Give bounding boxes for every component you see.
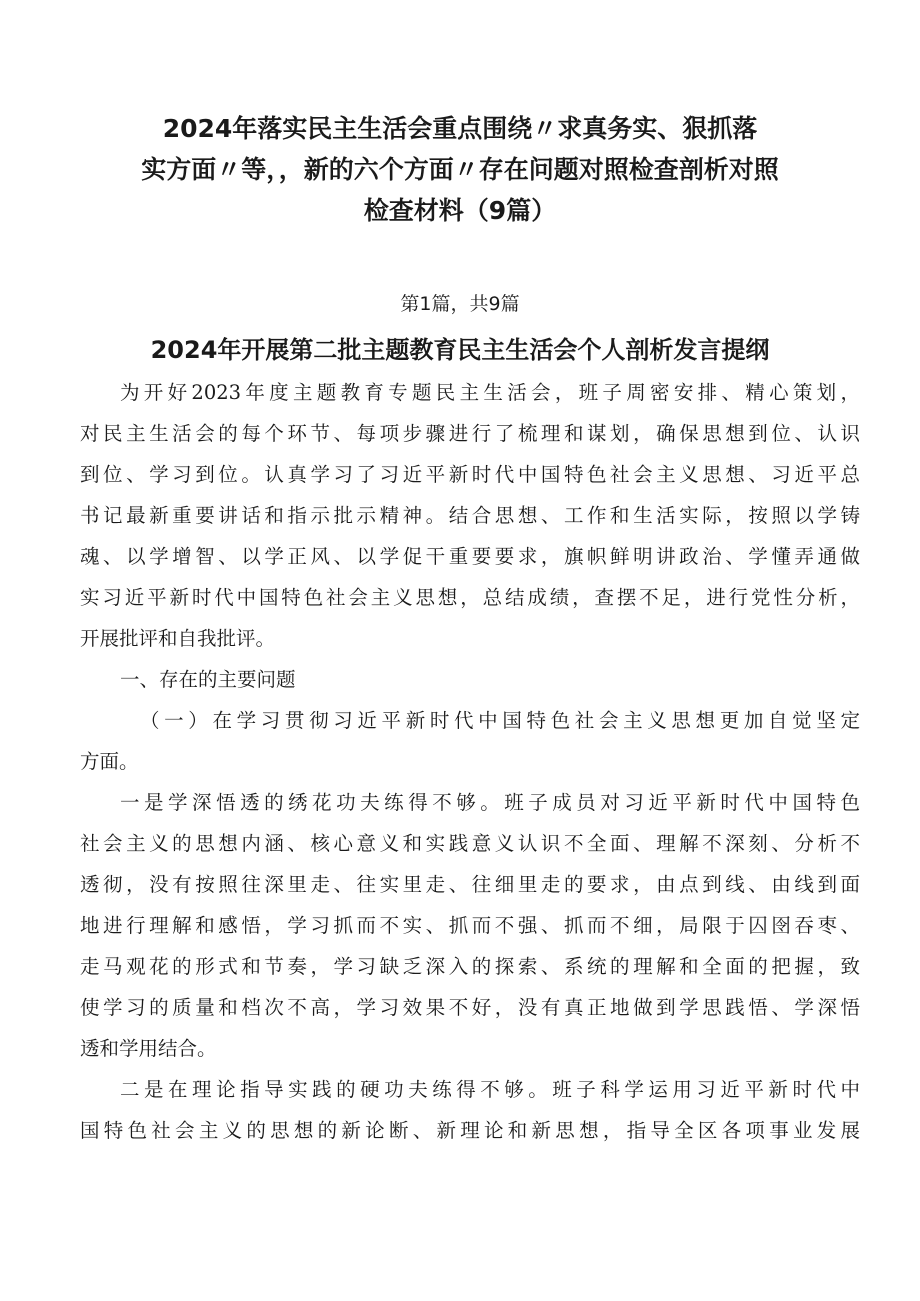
paragraph-line: 书记最新重要讲话和指示批示精神。结合思想、工作和生活实际，按照以学铸 — [80, 504, 860, 527]
paragraph-line: 方面。 — [80, 750, 139, 773]
paragraph-line: 社会主义的思想内涵、核心意义和实践意义认识不全面、理解不深刻、分析不 — [80, 832, 860, 855]
subsection-heading — [80, 700, 860, 782]
document-title — [80, 108, 840, 231]
paragraph-line: 到位、学习到位。认真学习了习近平新时代中国特色社会主义思想、习近平总 — [80, 463, 860, 486]
paragraph-intro — [80, 372, 860, 659]
paragraph-line: 二是在理论指导实践的硬功夫练得不够。班子科学运用习近平新时代中 — [120, 1078, 860, 1101]
paragraph-line: 为开好2023年度主题教育专题民主生活会，班子周密安排、精心策划， — [120, 381, 860, 404]
section-heading — [80, 659, 860, 700]
paragraph-line: 国特色社会主义的思想的新论断、新理论和新思想，指导全区各项事业发展 — [80, 1119, 860, 1142]
paragraph-line: 一是学深悟透的绣花功夫练得不够。班子成员对习近平新时代中国特色 — [120, 791, 860, 814]
paragraph-line: 魂、以学增智、以学正风、以学促干重要要求，旗帜鲜明讲政治、学懂弄通做 — [80, 545, 860, 568]
document-title-line: 2024年落实民主生活会重点围绕〃求真务实、狠抓落 — [162, 114, 758, 143]
document-title-line: 检查材料（9篇） — [363, 196, 557, 225]
paragraph-line: 对民主生活会的每个环节、每项步骤进行了梳理和谋划，确保思想到位、认识 — [80, 422, 860, 445]
paragraph-line: 透彻，没有按照往深里走、往实里走、往细里走的要求，由点到线、由线到面 — [80, 873, 860, 896]
paragraph-line: 地进行理解和感悟，学习抓而不实、抓而不强、抓而不细，局限于囚囹吞枣、 — [80, 914, 860, 937]
paragraph-line: 透和学用结合。 — [80, 1037, 217, 1060]
part-title: 2024年开展第二批主题教育民主生活会个人剖析发言提纲 — [150, 336, 770, 364]
document-body — [80, 372, 860, 1151]
document-title-line: 实方面〃等，，新的六个方面〃存在问题对照检查剖析对照 — [141, 155, 779, 184]
paragraph-line: 走马观花的形式和节奏，学习缺乏深入的探索、系统的理解和全面的把握，致 — [80, 955, 860, 978]
paragraph-line: 使学习的质量和档次不高，学习效果不好，没有真正地做到学思践悟、学深悟 — [80, 996, 860, 1019]
paragraph-line: （一）在学习贯彻习近平新时代中国特色社会主义思想更加自觉坚定 — [140, 709, 860, 732]
paragraph-point-one — [80, 782, 860, 1069]
paragraph-line: 开展批评和自我批评。 — [80, 627, 276, 650]
paragraph-line: 实习近平新时代中国特色社会主义思想，总结成绩，查摆不足，进行党性分析， — [80, 586, 860, 609]
part-label: 第1篇，共9篇 — [400, 293, 520, 315]
paragraph-point-two — [80, 1069, 860, 1151]
section-heading-text: 一、存在的主要问题 — [120, 668, 296, 691]
